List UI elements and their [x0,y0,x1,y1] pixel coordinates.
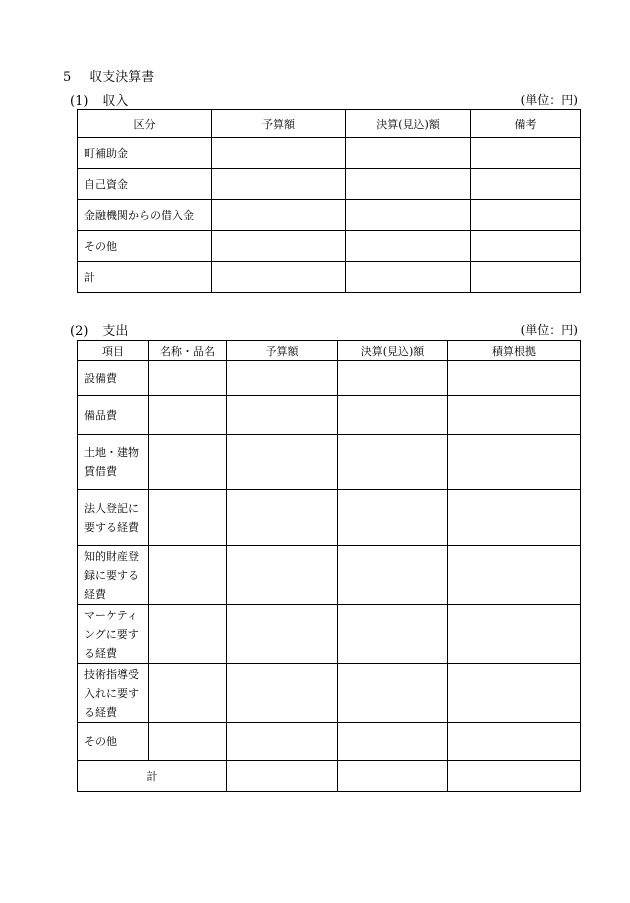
income-cell[interactable] [346,200,471,231]
expense-cell[interactable] [149,664,227,723]
label-line: 知的財産登 [84,549,139,563]
table-row [78,231,581,262]
expense-row-label [78,664,149,723]
table-row [78,200,581,231]
table-row [78,664,581,723]
income-table [77,109,581,293]
expense-cell[interactable] [338,361,448,396]
expense-row-label [78,723,149,761]
income-cell[interactable] [212,231,346,262]
expense-cell[interactable] [338,546,448,605]
label-line: 設備費 [84,371,117,385]
section-title-text: 収支決算書 [89,70,155,85]
table-row [78,169,581,200]
expense-cell[interactable] [448,546,581,605]
income-cell[interactable] [346,231,471,262]
expense-title: 支出 [102,324,129,339]
income-header-remarks: 備考 [471,110,581,138]
income-cell[interactable] [212,262,346,293]
table-row [78,546,581,605]
expense-cell[interactable] [227,664,338,723]
expense-cell[interactable] [149,361,227,396]
label-line: 技術指導受 [84,667,139,681]
income-cell[interactable] [212,169,346,200]
income-cell[interactable] [471,200,581,231]
expense-cell[interactable] [448,605,581,664]
income-row-label: 町補助金 [78,138,212,169]
expense-header-item: 項目 [78,341,149,361]
table-row [78,396,581,435]
expense-header-budget: 予算額 [227,341,338,361]
expense-cell[interactable] [448,396,581,435]
expense-total-label: 計 [78,761,227,792]
label-line: 録に要する [84,568,139,582]
label-line: る経費 [84,646,117,660]
label-line: る経費 [84,705,117,719]
expense-header-row [78,341,581,361]
expense-cell[interactable] [338,723,448,761]
income-cell[interactable] [212,200,346,231]
income-header-category: 区分 [78,110,212,138]
expense-number: (2) [70,324,89,339]
expense-header-basis: 積算根拠 [448,341,581,361]
expense-cell[interactable] [338,396,448,435]
expense-cell[interactable] [338,435,448,490]
income-heading [70,90,128,109]
expense-cell[interactable] [448,490,581,546]
table-row [78,761,581,792]
expense-cell[interactable] [338,761,448,792]
label-line: 土地・建物 [84,446,139,459]
expense-cell[interactable] [448,664,581,723]
expense-cell[interactable] [149,723,227,761]
income-cell[interactable] [471,231,581,262]
expense-row-label [78,435,149,490]
expense-table [77,340,581,792]
income-row-label: 自己資金 [78,169,212,200]
expense-cell[interactable] [149,396,227,435]
label-line: 要する経費 [84,520,139,534]
table-row [78,361,581,396]
income-header-budget: 予算額 [212,110,346,138]
expense-cell[interactable] [227,435,338,490]
expense-cell[interactable] [149,435,227,490]
expense-header-actual: 決算(見込)額 [338,341,448,361]
expense-row-label [78,546,149,605]
income-number: (1) [70,94,89,109]
label-line: 賃借費 [84,465,117,478]
expense-unit: (単位：円) [520,323,578,337]
income-total-label: 計 [78,262,212,293]
expense-cell[interactable] [149,605,227,664]
table-row [78,262,581,293]
expense-cell[interactable] [227,396,338,435]
expense-row-label [78,605,149,664]
income-header-row [78,110,581,138]
expense-cell[interactable] [227,546,338,605]
table-row [78,138,581,169]
income-cell[interactable] [212,138,346,169]
expense-row-label [78,396,149,435]
label-line: その他 [84,735,117,748]
income-cell[interactable] [471,262,581,293]
label-line: 経費 [84,587,106,601]
income-cell[interactable] [346,169,471,200]
table-row [78,605,581,664]
expense-cell[interactable] [227,490,338,546]
income-cell[interactable] [346,262,471,293]
expense-cell[interactable] [149,490,227,546]
label-line: ングに要す [84,627,139,641]
label-line: 入れに要す [84,686,139,700]
income-header-actual: 決算(見込)額 [346,110,471,138]
expense-cell[interactable] [448,361,581,396]
expense-cell[interactable] [227,761,338,792]
expense-cell[interactable] [227,361,338,396]
expense-row-label [78,490,149,546]
expense-heading [70,320,128,339]
expense-header-name: 名称・品名 [149,341,227,361]
section-number: 5 [63,70,72,85]
expense-cell[interactable] [448,723,581,761]
expense-cell[interactable] [448,435,581,490]
expense-cell[interactable] [149,546,227,605]
section-title [63,66,154,85]
expense-cell[interactable] [338,664,448,723]
income-cell[interactable] [471,169,581,200]
income-unit: (単位：円) [520,93,578,107]
label-line: 備品費 [84,408,117,422]
expense-cell[interactable] [227,723,338,761]
expense-cell[interactable] [227,605,338,664]
income-row-label: その他 [78,231,212,262]
expense-cell[interactable] [338,605,448,664]
table-row [78,490,581,546]
table-row [78,723,581,761]
expense-row-label [78,361,149,396]
income-cell[interactable] [471,138,581,169]
income-row-label: 金融機関からの借入金 [78,200,212,231]
label-line: 法人登記に [84,501,139,515]
expense-cell[interactable] [448,761,581,792]
table-row [78,435,581,490]
income-cell[interactable] [346,138,471,169]
expense-cell[interactable] [338,490,448,546]
label-line: マーケティ [84,608,138,622]
income-title: 収入 [102,94,129,109]
